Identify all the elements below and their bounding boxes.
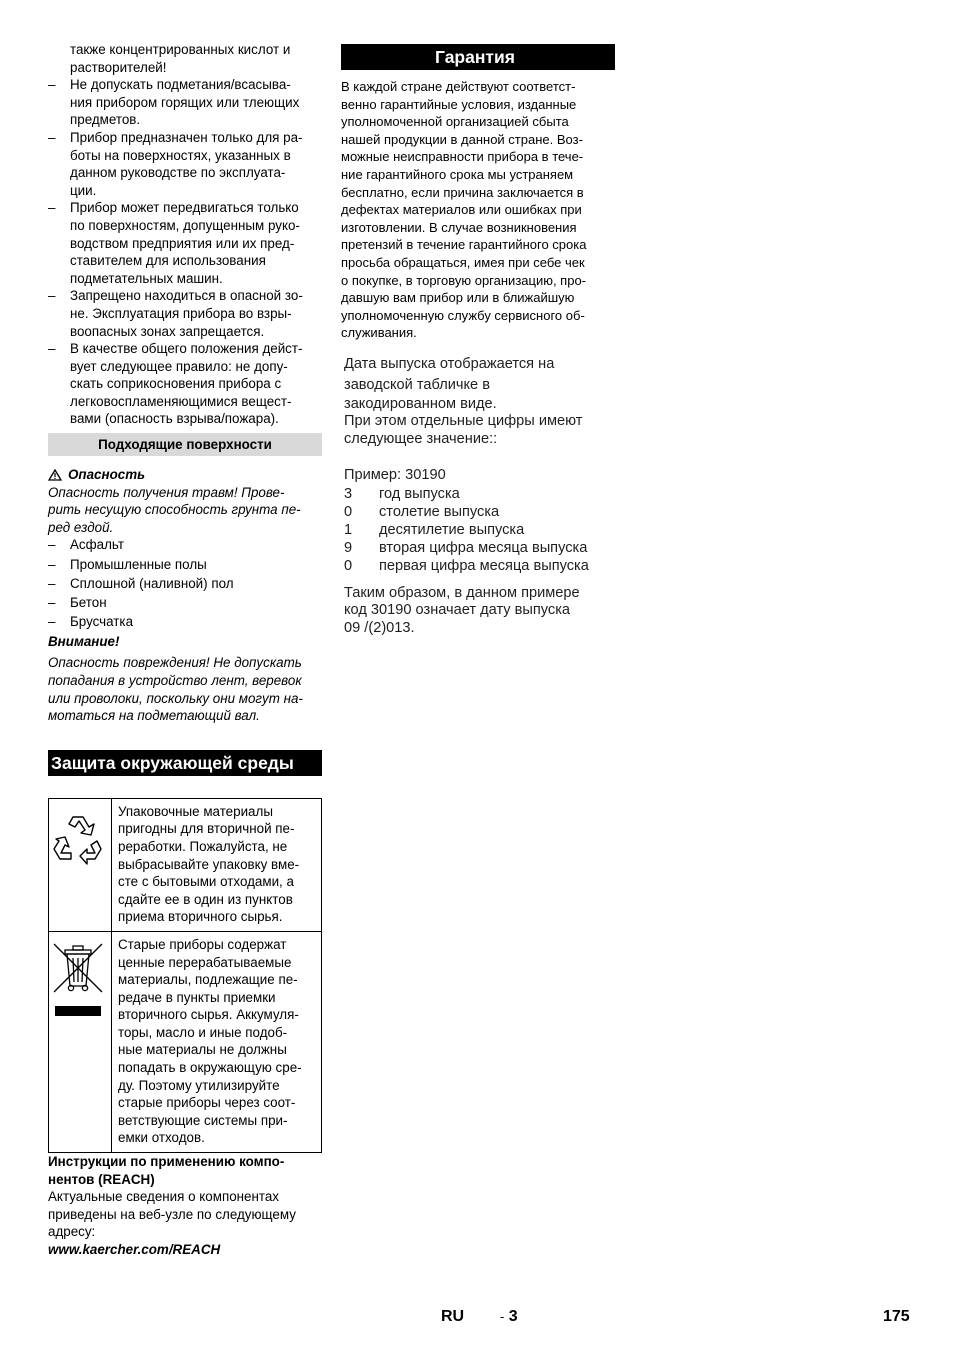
text-line: ции. <box>70 182 97 198</box>
code-row <box>344 503 615 521</box>
dash-bullet: – <box>48 288 56 304</box>
text-line: ния прибором горящих или тлеющих <box>70 94 300 110</box>
example-code: Пример: 30190 <box>344 467 446 484</box>
text-line: пригодны для вторичной пе- <box>118 821 295 837</box>
code-row <box>344 557 615 575</box>
safety-list <box>48 76 322 428</box>
text-line: Опасность получения травм! Прове- <box>48 484 285 500</box>
code-digit: 1 <box>344 521 353 538</box>
code-digit: 0 <box>344 557 353 574</box>
text-line: Старые приборы содержат <box>118 936 287 952</box>
text-line: нентов (REACH) <box>48 1171 155 1187</box>
text-line: скать соприкосновения прибора с <box>70 376 282 392</box>
surface-label: Сплошной (наливной) пол <box>70 575 234 591</box>
dash-bullet: – <box>48 77 56 93</box>
dash-bullet: – <box>48 575 56 591</box>
text-line: венно гарантийные условия, изданные <box>341 96 577 112</box>
text-line: редаче в пункты приемки <box>118 989 276 1005</box>
text-line: бесплатно, если причина заключается в <box>341 184 584 200</box>
environment-table <box>48 798 322 1153</box>
text-line: по поверхностям, допущенным руко- <box>70 217 300 233</box>
text-line: торы, масло и иные подоб- <box>118 1024 288 1040</box>
code-row <box>344 539 615 557</box>
date-code-block <box>341 354 615 638</box>
surface-list-item <box>48 536 322 554</box>
text-line: вует следующее правило: не допу- <box>70 358 288 374</box>
surface-list-item <box>48 594 322 612</box>
text-line: закодированном виде. <box>344 395 497 412</box>
safety-list-item <box>48 199 322 287</box>
reach-url-link[interactable]: www.kaercher.com/REACH <box>48 1242 221 1257</box>
code-row <box>344 521 615 539</box>
text-line: вторичного сырья. Аккумуля- <box>118 1007 299 1023</box>
footer-page-ref: - 3 <box>500 1308 518 1325</box>
danger-text <box>48 484 322 537</box>
text-line: ценные перерабатываемые <box>118 954 292 970</box>
text-line: воопасных зонах запрещается. <box>70 323 265 339</box>
text-line: боты на поверхностях, указанных в <box>70 147 291 163</box>
code-meaning: первая цифра месяца выпуска <box>379 557 589 574</box>
text-line: следующее значение:: <box>344 430 498 447</box>
footer-lang: RU <box>441 1308 465 1325</box>
text-line: попадать в окружающую сре- <box>118 1060 302 1076</box>
text-line: данном руководстве по эксплуата- <box>70 165 286 181</box>
text-line: мотаться на подметающий вал. <box>48 708 260 724</box>
code-meaning: десятилетие выпуска <box>379 521 525 538</box>
text-line: Прибор предназначен только для ра- <box>70 129 303 145</box>
warning-triangle-icon <box>48 469 62 481</box>
text-line: или проволоки, поскольку они могут на- <box>48 690 303 706</box>
text-line: изготовлении. В случае возникновения <box>341 219 577 235</box>
text-line: сдайте ее в один из пунктов <box>118 891 293 907</box>
reach-text <box>48 1188 322 1241</box>
text-line: о покупке, в торговую организацию, про- <box>341 272 587 288</box>
text-line: ные материалы не должны <box>118 1042 287 1058</box>
text-line: реработки. Пожалуйста, не <box>118 838 288 854</box>
text-line: Прибор может передвигаться только <box>70 200 299 216</box>
text-line: дефектах материалов или ошибках при <box>341 202 582 218</box>
page-number: 175 <box>883 1308 910 1325</box>
text-line: претензий в течение гарантийного срока <box>341 237 587 253</box>
text-line: приема вторичного сырья. <box>118 909 283 925</box>
crossed-bin-icon <box>51 940 105 1020</box>
text-line: служивания. <box>341 325 417 341</box>
text-line: ду. Поэтому утилизируйте <box>118 1077 280 1093</box>
text-line: Актуальные сведения о компонентах <box>48 1189 280 1205</box>
surfaces-list <box>48 536 322 630</box>
code-digit: 9 <box>344 539 353 556</box>
guarantee-heading: Гарантия <box>341 44 615 70</box>
text-line: адресу: <box>48 1224 96 1240</box>
text-line: емки отходов. <box>118 1130 205 1146</box>
danger-label <box>48 466 322 484</box>
env-icon-cell <box>49 931 112 1152</box>
dash-bullet: – <box>48 537 56 553</box>
text-line: просьба обращаться, имея при себе чек <box>341 254 585 270</box>
dash-bullet: – <box>48 129 56 145</box>
code-digit: 3 <box>344 485 353 502</box>
guarantee-text <box>341 78 615 342</box>
right-column <box>341 44 615 637</box>
text-line: можные неисправности прибора в тече- <box>341 149 584 165</box>
surface-label: Брусчатка <box>70 614 134 630</box>
code-meaning: столетие выпуска <box>379 503 500 520</box>
text-line: В каждой стране действуют соответст- <box>341 79 576 94</box>
dash-bullet: – <box>48 595 56 610</box>
text-line: ред ездой. <box>48 519 114 535</box>
intro-text <box>48 41 322 76</box>
safety-list-item <box>48 340 322 428</box>
dash-bullet: – <box>48 200 56 216</box>
environment-heading: Защита окружающей среды <box>48 750 322 776</box>
text-line: старые приборы через соот- <box>118 1095 296 1111</box>
surface-list-item <box>48 613 322 631</box>
text-line: приведены на веб-узле по следующему <box>48 1206 296 1222</box>
text-line: Дата выпуска отображается на <box>344 355 555 372</box>
safety-list-item <box>48 287 322 340</box>
surface-label: Промышленные полы <box>70 556 207 572</box>
text-line: попадания в устройство лент, веревок <box>48 672 302 688</box>
text-line: уполномоченной организацией сбыта <box>341 114 569 130</box>
left-column <box>48 41 322 1259</box>
text-line: водством предприятия или их пред- <box>70 235 295 251</box>
surface-list-item <box>48 575 322 593</box>
recycle-icon <box>51 811 105 865</box>
text-line: вами (опасность взрыва/пожара). <box>70 411 279 427</box>
reach-heading <box>48 1153 322 1188</box>
caution-text <box>48 654 322 724</box>
code-row <box>344 485 615 503</box>
suitable-surfaces-heading: Подходящие поверхности <box>48 433 322 456</box>
text-line: ставителем для использования <box>70 253 266 269</box>
text-line: Запрещено находиться в опасной зо- <box>70 288 303 304</box>
safety-list-item <box>48 76 322 129</box>
env-row-packaging <box>49 798 322 931</box>
text-line: предметов. <box>70 112 141 128</box>
text-line: выбрасывайте упаковку вме- <box>118 856 300 872</box>
text-line: растворителей! <box>70 59 167 75</box>
caution-label: Внимание! <box>48 633 120 649</box>
safety-list-item <box>48 129 322 199</box>
text-line: Таким образом, в данном примере <box>344 584 580 601</box>
text-line: давшую вам прибор или в ближайшую <box>341 290 575 306</box>
env-text-old-devices <box>112 931 322 1152</box>
text-line: материалы, подлежащие пе- <box>118 972 298 988</box>
text-line: уполномоченную службу сервисного об- <box>341 307 585 323</box>
surface-list-item <box>48 556 322 574</box>
code-meaning: вторая цифра месяца выпуска <box>379 539 588 556</box>
text-line: нашей продукции в данной стране. Воз- <box>341 131 583 147</box>
code-table <box>344 485 615 575</box>
code-digit: 0 <box>344 503 353 520</box>
text-line: В качестве общего положения дейст- <box>70 341 303 357</box>
text-line: рить несущую способность грунта пе- <box>48 502 301 518</box>
text-line: ние гарантийного срока мы устраняем <box>341 166 574 182</box>
code-meaning: год выпуска <box>379 485 460 502</box>
surface-label: Бетон <box>70 595 107 610</box>
text-line: ветствующие системы при- <box>118 1112 288 1128</box>
dash-bullet: – <box>48 341 56 357</box>
text-line: Упаковочные материалы <box>118 803 273 819</box>
text-line: заводской табличке в <box>344 376 490 393</box>
text-line: код 30190 означает дату выпуска <box>344 602 571 619</box>
text-line: подметательных машин. <box>70 270 223 286</box>
dash-bullet: – <box>48 614 56 630</box>
conclusion-text <box>344 585 615 638</box>
env-row-old-devices <box>49 931 322 1152</box>
text-line: При этом отдельные цифры имеют <box>344 412 583 429</box>
text-line: также концентрированных кислот и <box>70 42 291 57</box>
env-icon-cell <box>49 798 112 931</box>
text-line: не. Эксплуатация прибора во взры- <box>70 305 292 321</box>
text-line: легковоспламеняющимися вещест- <box>70 393 292 409</box>
footer-page-ref-number: 3 <box>508 1308 518 1325</box>
text-line: Не допускать подметания/всасыва- <box>70 77 291 93</box>
text-line: сте с бытовыми отходами, а <box>118 874 294 890</box>
text-line: Инструкции по применению компо- <box>48 1154 285 1170</box>
danger-label-text: Опасность <box>68 467 146 483</box>
text-line: 09 /(2)013. <box>344 619 415 636</box>
surface-label: Асфальт <box>70 537 124 553</box>
env-text-packaging <box>112 798 322 931</box>
text-line: Опасность повреждения! Не допускать <box>48 655 302 671</box>
dash-bullet: – <box>48 556 56 572</box>
